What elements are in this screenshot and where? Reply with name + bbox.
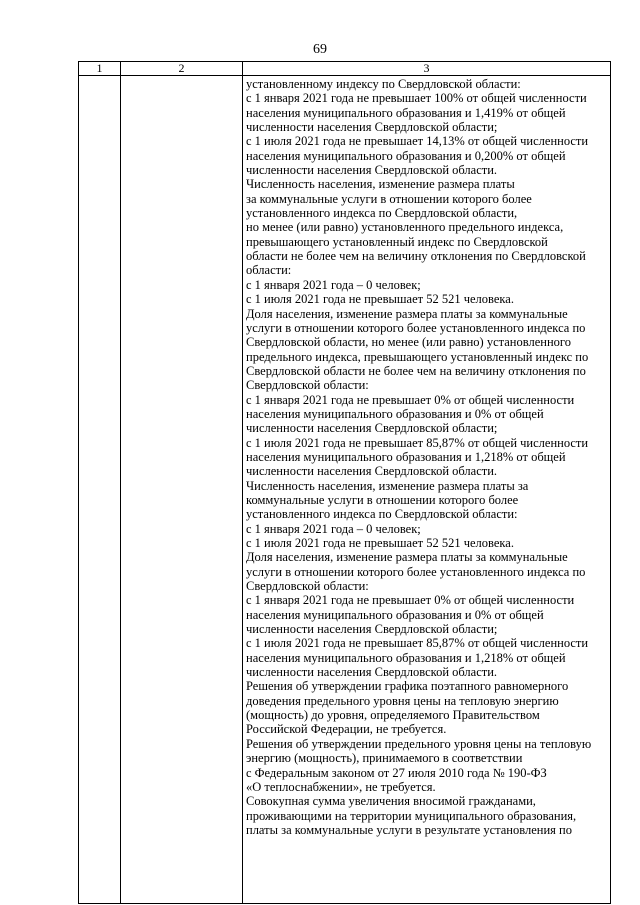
column-header-2: 2	[121, 62, 243, 76]
text-line: превышающего установленный индекс по Свердловской	[246, 234, 548, 249]
table-cell-col3	[243, 76, 611, 904]
column-header-3: 3	[243, 62, 611, 76]
text-line: численности населения Свердловской области;	[246, 622, 498, 637]
table-row	[79, 76, 611, 904]
text-line: с 1 января 2021 года – 0 человек;	[246, 521, 421, 536]
column-header-1: 1	[79, 62, 121, 76]
text-line: численности населения Свердловской области.	[246, 163, 498, 178]
text-line: Решения об утверждении предельного уровня цены на тепловую	[246, 736, 592, 751]
text-line: с 1 июля 2021 года не превышает 85,87% от общей численности	[246, 636, 589, 651]
document-table	[78, 61, 611, 904]
text-line: платы за коммунальные услуги в результате установления по	[246, 822, 572, 837]
text-line: доведения предельного уровня цены на тепловую энергию	[246, 693, 559, 708]
text-line: населения муниципального образования и 0% от общей	[246, 607, 544, 622]
text-line: с 1 июля 2021 года не превышает 52 521 человека.	[246, 536, 514, 550]
text-line: с 1 января 2021 года не превышает 0% от общей численности	[246, 593, 575, 608]
text-line: Численность населения, изменение размера платы за	[246, 478, 529, 493]
text-line: Доля населения, изменение размера платы за коммунальные	[246, 306, 568, 321]
page-number: 69	[313, 42, 327, 57]
text-line: установленного индекса по Свердловской области,	[246, 206, 518, 221]
text-line: за коммунальные услуги в отношении которого более	[246, 191, 532, 206]
text-line: населения муниципального образования и 1,419% от общей	[246, 105, 566, 120]
text-line: Свердловской области не более чем на величину отклонения по	[246, 363, 586, 378]
text-line: Решения об утверждении графика поэтапного равномерного	[246, 679, 569, 694]
text-line: Российской Федерации, не требуется.	[246, 722, 447, 737]
text-line: населения муниципального образования и 0,200% от общей	[246, 148, 566, 163]
text-line: численности населения Свердловской области.	[246, 464, 498, 479]
text-line: энергию (мощность), принимаемого в соответствии	[246, 751, 523, 766]
text-line: с 1 июля 2021 года не превышает 52 521 человека.	[246, 292, 514, 307]
text-line: с 1 января 2021 года не превышает 100% от общей численности	[246, 91, 587, 106]
text-line: области не более чем на величину отклонения по Свердловской	[246, 249, 586, 264]
text-line: населения муниципального образования и 1,218% от общей	[246, 650, 566, 665]
text-line: с 1 июля 2021 года не превышает 85,87% от общей численности	[246, 435, 589, 450]
text-line: с 1 января 2021 года не превышает 0% от общей численности	[246, 392, 575, 407]
text-line: «О теплоснабжении», не требуется.	[246, 779, 436, 794]
text-line: населения муниципального образования и 1,218% от общей	[246, 449, 566, 464]
table-header-row	[79, 62, 611, 76]
text-line: Свердловской области, но менее (или равно) установленного	[246, 335, 571, 350]
text-line: населения муниципального образования и 0% от общей	[246, 406, 544, 421]
text-line: услуги в отношении которого более установленного индекса по	[246, 564, 586, 579]
text-line: с 1 июля 2021 года не превышает 14,13% от общей численности	[246, 134, 589, 149]
table-cell-col1	[79, 76, 121, 904]
text-line: Свердловской области:	[246, 579, 369, 594]
text-line: с Федеральным законом от 27 июля 2010 года № 190-ФЗ	[246, 765, 547, 780]
text-line: (мощность) до уровня, определяемого Правительством	[246, 708, 540, 723]
text-line: но менее (или равно) установленного предельного индекса,	[246, 220, 564, 235]
text-line: численности населения Свердловской области.	[246, 665, 498, 680]
text-line: Совокупная сумма увеличения вносимой гражданами,	[246, 794, 536, 809]
text-line: численности населения Свердловской области;	[246, 120, 498, 135]
text-line: услуги в отношении которого более установленного индекса по	[246, 320, 586, 335]
text-line: области:	[246, 263, 292, 278]
text-line: численности населения Свердловской области;	[246, 421, 498, 436]
text-line: Свердловской области:	[246, 378, 369, 393]
text-line: установленного индекса по Свердловской области:	[246, 507, 518, 522]
text-line: проживающими на территории муниципального образования,	[246, 808, 577, 823]
text-line: установленному индексу по Свердловской области:	[246, 77, 521, 91]
text-line: предельного индекса, превышающего установленный индекс по	[246, 349, 589, 364]
text-line: коммунальные услуги в отношении которого более	[246, 492, 519, 507]
text-line: Численность населения, изменение размера платы	[246, 177, 515, 192]
text-line: Доля населения, изменение размера платы за коммунальные	[246, 550, 568, 565]
table-cell-col2	[121, 76, 243, 904]
text-line: с 1 января 2021 года – 0 человек;	[246, 277, 421, 292]
